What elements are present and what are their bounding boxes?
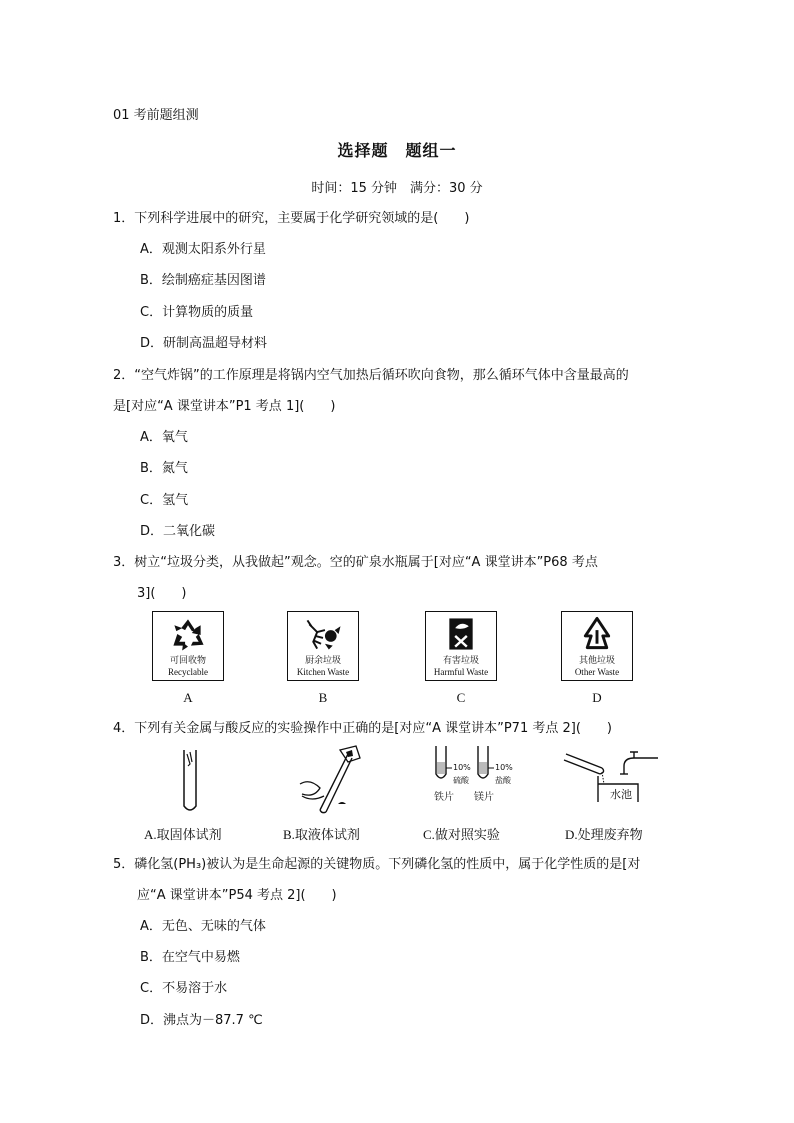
bin-b-letter: B: [318, 690, 328, 705]
header-label: 01 考前题组测: [113, 108, 199, 123]
question-2-option-d: D．二氧化碳: [140, 524, 216, 539]
figure-b-caption: [283, 824, 360, 843]
bin-c-cn-label: 有害垃圾: [442, 656, 479, 666]
figure-c-text: 做对照实验: [434, 828, 500, 843]
figure-d-letter: D.: [565, 827, 578, 842]
question-5-option-b: B．在空气中易燃: [140, 950, 240, 965]
question-4-stem: 4．下列有关金属与酸反应的实验操作中正确的是[对应“A 课堂讲本”P71 考点 2]( ): [113, 721, 612, 736]
question-5-stem-line1: 5．磷化氢(PH₃)被认为是生命起源的关键物质。下列磷化氢的性质中，属于化学性质的是[对: [113, 857, 641, 872]
harmful-waste-bin-sign: [425, 611, 497, 681]
question-2-stem-line1: 2．“空气炸锅”的工作原理是将锅内空气加热后循环吹向食物，那么循环气体中含量最高的: [113, 368, 629, 383]
bin-d-en-label: Other Waste: [574, 667, 620, 677]
acid-1-percent: 10%: [453, 763, 471, 772]
bin-c-en-label: Harmful Waste: [433, 667, 489, 677]
test-tube-solid-figure: [170, 746, 210, 816]
bin-a-letter: A: [183, 690, 193, 705]
other-waste-bin-sign: [561, 611, 633, 681]
question-5-stem-line2: 应“A 课堂讲本”P54 考点 2]( ): [137, 888, 337, 903]
time-score-line: 时间：15 分钟 满分：30 分: [311, 181, 483, 196]
figure-a-caption: [144, 824, 222, 843]
figure-d-caption: [565, 824, 643, 843]
question-1-option-a: A．观测太阳系外行星: [140, 242, 266, 257]
bin-d-cn-label: 其他垃圾: [578, 656, 615, 666]
question-5-option-d: D．沸点为－87.7 ℃: [140, 1013, 263, 1028]
question-2-stem-line2: 是[对应“A 课堂讲本”P1 考点 1]( ): [113, 399, 336, 414]
question-2-option-c: C．氢气: [140, 493, 189, 508]
bin-b-en-label: Kitchen Waste: [296, 667, 350, 677]
question-3-stem-line1: 3．树立“垃圾分类，从我做起”观念。空的矿泉水瓶属于[对应“A 课堂讲本”P68 考点: [113, 555, 598, 570]
figure-a-letter: A.: [144, 827, 157, 842]
recycle-icon: [153, 616, 223, 652]
bin-d-letter: D: [592, 690, 602, 705]
recyclable-bin-sign: [152, 611, 224, 681]
kitchen-waste-bin-sign: [287, 611, 359, 681]
acid-1-name: 硫酸: [453, 776, 469, 785]
question-2-option-a: A．氧气: [140, 430, 188, 445]
bin-c-letter: C: [456, 690, 466, 705]
question-1-stem: 1．下列科学进展中的研究，主要属于化学研究领域的是( ): [113, 211, 470, 226]
fish-bone-icon: [288, 616, 358, 652]
page-title: 选择题 题组一: [337, 141, 457, 160]
hazard-bin-icon: [426, 616, 496, 652]
figure-b-letter: B.: [283, 827, 295, 842]
metal-1-label: 铁片: [434, 792, 454, 803]
bin-a-en-label: Recyclable: [168, 667, 208, 677]
question-1-option-b: B．绘制癌症基因图谱: [140, 273, 266, 288]
acid-2-name: 盐酸: [495, 776, 511, 785]
question-3-stem-line2: 3]( ): [137, 586, 187, 601]
metal-2-label: 镁片: [474, 792, 494, 803]
figure-a-text: 取固体试剂: [156, 828, 222, 843]
acid-2-percent: 10%: [495, 763, 513, 772]
figure-d-text: 处理废弃物: [577, 828, 643, 843]
question-5-option-c: C．不易溶于水: [140, 981, 228, 996]
question-5-option-a: A．无色、无味的气体: [140, 919, 266, 934]
question-1-option-d: D．研制高温超导材料: [140, 336, 268, 351]
question-1-option-c: C．计算物质的质量: [140, 305, 254, 320]
pouring-liquid-figure: [290, 744, 370, 816]
bin-b-cn-label: 厨余垃圾: [304, 656, 341, 666]
figure-c-letter: C.: [423, 827, 435, 842]
question-2-option-b: B．氮气: [140, 461, 188, 476]
sink-label: 水池: [610, 788, 632, 801]
other-waste-icon: [562, 616, 632, 652]
figure-c-caption: [423, 824, 500, 843]
bin-a-cn-label: 可回收物: [169, 656, 206, 666]
figure-b-text: 取液体试剂: [294, 828, 360, 843]
